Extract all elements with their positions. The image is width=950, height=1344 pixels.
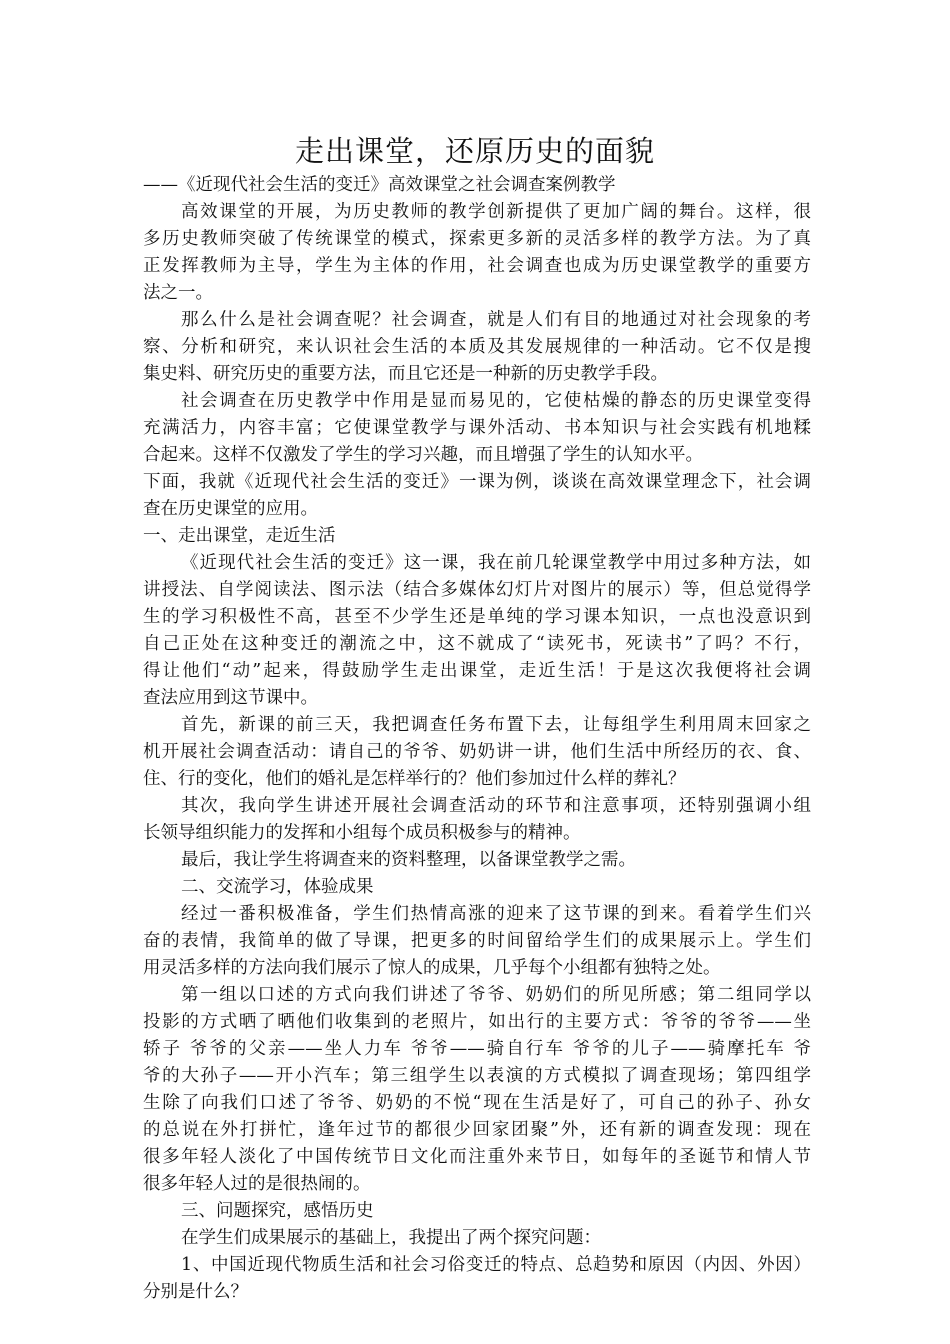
- text-line: 第一组以口述的方式向我们讲述了爷爷、奶奶们的所见所感；第二组同学以: [181, 985, 811, 1005]
- text-line: 投影的方式晒了晒他们收集到的老照片，如出行的主要方式：爷爷的爷爷——坐: [143, 1012, 811, 1032]
- text-line: 的总说在外打拼忙，逢年过节的都很少回家团聚”外，还有新的调查发现：现在: [143, 1120, 811, 1140]
- document-title: 走出课堂，还原历史的面貌: [294, 134, 655, 168]
- text-line: 那么什么是社会调查呢？社会调查，就是人们有目的地通过对社会现象的考: [181, 310, 811, 330]
- text-line: ——《近现代社会生活的变迁》高效课堂之社会调查案例教学: [143, 175, 616, 195]
- text-line: 奋的表情，我简单的做了导课，把更多的时间留给学生们的成果展示上。学生们: [143, 931, 811, 951]
- text-line: 很多年轻人淡化了中国传统节日文化而注重外来节日，如每年的圣诞节和情人节: [143, 1147, 811, 1167]
- text-line: 其次，我向学生讲述开展社会调查活动的环节和注意事项，还特别强调小组: [181, 796, 811, 816]
- text-line: 很多年轻人过的是很热闹的。: [143, 1174, 371, 1194]
- text-line: 1、中国近现代物质生活和社会习俗变迁的特点、总趋势和原因（内因、外因）: [181, 1255, 811, 1275]
- text-line: 社会调查在历史教学中作用是显而易见的，它使枯燥的静态的历史课堂变得: [181, 391, 811, 411]
- text-line: 自己正处在这种变迁的潮流之中，这不就成了“读死书，死读书”了吗？不行，: [143, 634, 811, 654]
- text-line: 集史料、研究历史的重要方法，而且它还是一种新的历史教学手段。: [143, 364, 668, 384]
- text-line: 用灵活多样的方法向我们展示了惊人的成果，几乎每个小组都有独特之处。: [143, 958, 721, 978]
- text-line: 生的学习积极性不高，甚至不少学生还是单纯的学习课本知识，一点也没意识到: [143, 607, 811, 627]
- text-line: 生除了向我们口述了爷爷、奶奶的不悦“现在生活是好了，可自己的孙子、孙女: [143, 1093, 811, 1113]
- text-line: 二、交流学习，体验成果: [181, 877, 374, 897]
- text-line: 察、分析和研究，来认识社会生活的本质及其发展规律的一种活动。它不仅是搜: [143, 337, 811, 357]
- text-line: 查在历史课堂的应用。: [143, 499, 318, 519]
- text-line: 得让他们“动”起来，得鼓励学生走出课堂，走近生活！于是这次我便将社会调: [143, 661, 811, 681]
- text-line: 正发挥教师为主导，学生为主体的作用，社会调查也成为历史课堂教学的重要方: [143, 256, 811, 276]
- text-line: 首先，新课的前三天，我把调查任务布置下去，让每组学生利用周末回家之: [181, 715, 811, 735]
- text-line: 三、问题探究，感悟历史: [181, 1201, 374, 1221]
- text-line: 经过一番积极准备，学生们热情高涨的迎来了这节课的到来。看着学生们兴: [181, 904, 811, 924]
- text-line: 多历史教师突破了传统课堂的模式，探索更多新的灵活多样的教学方法。为了真: [143, 229, 811, 249]
- document-body: [143, 172, 811, 1306]
- text-line: 在学生们成果展示的基础上，我提出了两个探究问题：: [181, 1228, 601, 1248]
- text-line: 爷的大孙子——开小汽车；第三组学生以表演的方式模拟了调查现场；第四组学: [143, 1066, 811, 1086]
- text-line: 充满活力，内容丰富；它使课堂教学与课外活动、书本知识与社会实践有机地糅: [143, 418, 811, 438]
- text-line: 《近现代社会生活的变迁》这一课，我在前几轮课堂教学中用过多种方法，如: [181, 553, 811, 573]
- text-line: 查法应用到这节课中。: [143, 688, 318, 708]
- text-line: 最后，我让学生将调查来的资料整理，以备课堂教学之需。: [181, 850, 636, 870]
- text-line: 长领导组织能力的发挥和小组每个成员积极参与的精神。: [143, 823, 581, 843]
- text-line: 住、行的变化，他们的婚礼是怎样举行的？他们参加过什么样的葬礼？: [143, 769, 686, 789]
- text-line: 合起来。这样不仅激发了学生的学习兴趣，而且增强了学生的认知水平。: [143, 445, 703, 465]
- text-line: 讲授法、自学阅读法、图示法（结合多媒体幻灯片对图片的展示）等，但总觉得学: [143, 580, 811, 600]
- text-line: 机开展社会调查活动：请自己的爷爷、奶奶讲一讲，他们生活中所经历的衣、食、: [143, 742, 811, 762]
- text-line: 一、走出课堂，走近生活: [143, 526, 336, 546]
- text-line: 高效课堂的开展，为历史教师的教学创新提供了更加广阔的舞台。这样，很: [181, 202, 811, 222]
- text-line: 法之一。: [143, 283, 213, 303]
- text-line: 分别是什么？: [143, 1282, 248, 1302]
- text-line: 轿子 爷爷的父亲——坐人力车 爷爷——骑自行车 爷爷的儿子——骑摩托车 爷: [143, 1039, 811, 1059]
- text-line: 下面，我就《近现代社会生活的变迁》一课为例，谈谈在高效课堂理念下，社会调: [143, 472, 811, 492]
